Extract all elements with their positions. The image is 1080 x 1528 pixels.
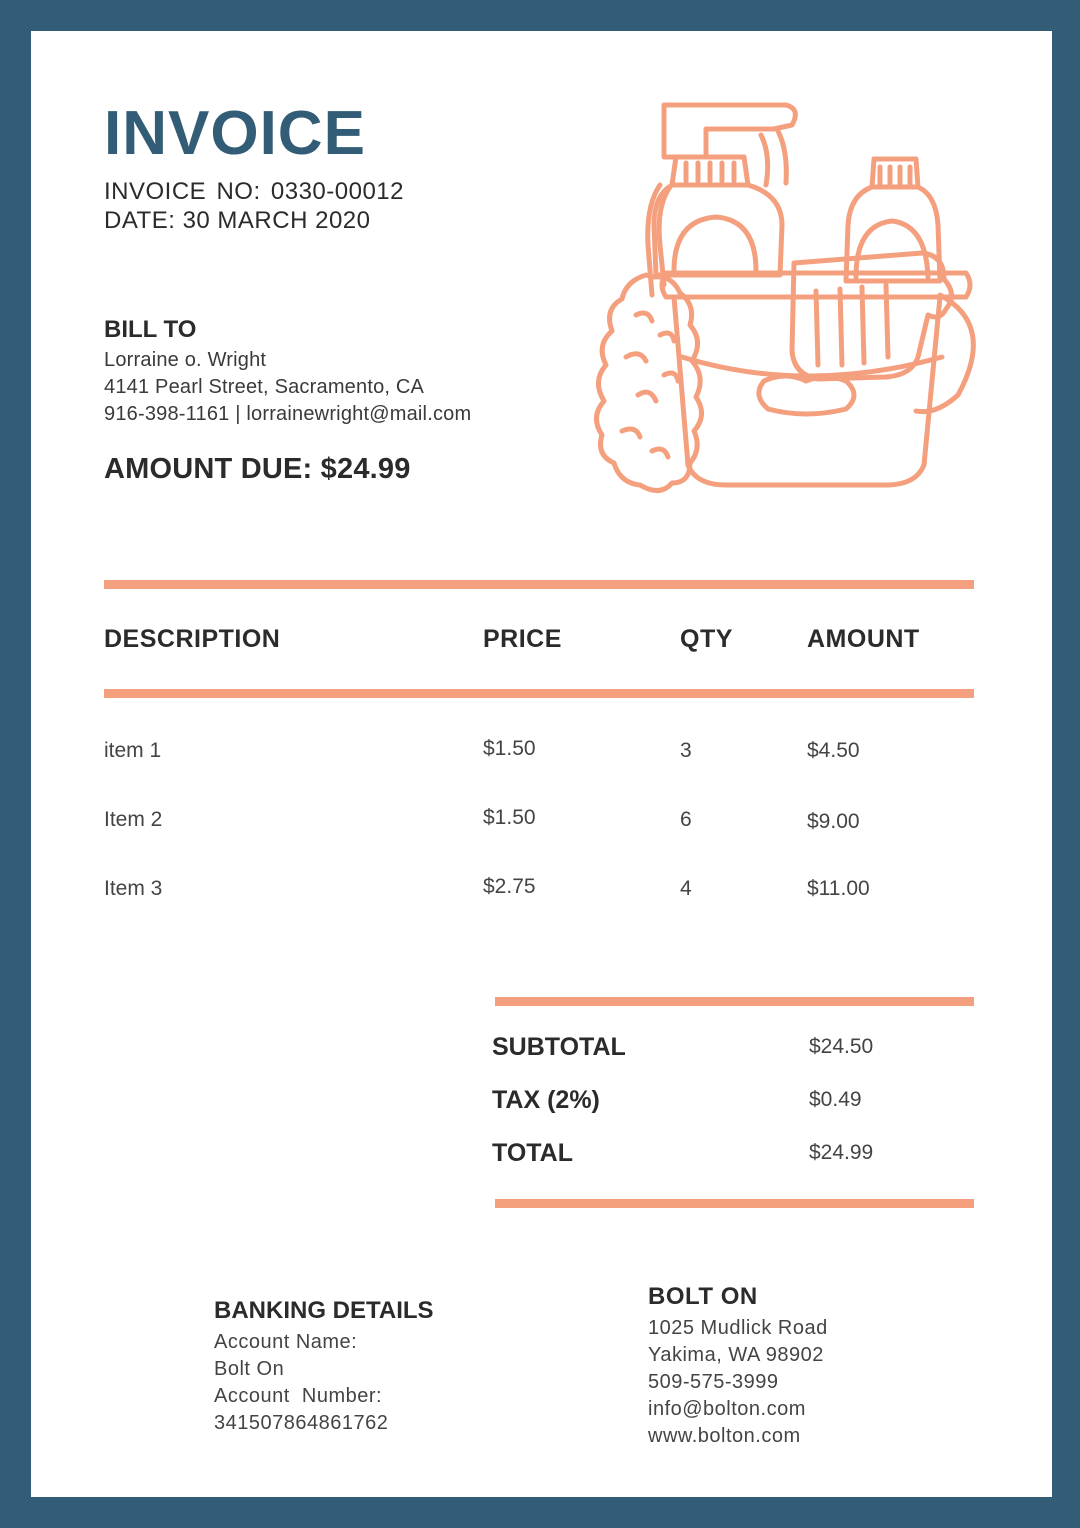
cleaning-bucket-icon [556,95,996,495]
invoice-number-date: INVOICE NO: 0330-00012 DATE: 30 MARCH 2020 [104,178,404,234]
row-description: item 1 [104,739,162,762]
company-line: 1025 Mudlick Road [648,1317,828,1339]
row-amount: $11.00 [807,877,870,900]
banking-line: Account Name: [214,1331,358,1353]
company-website[interactable]: www.bolton.com [648,1425,801,1447]
tax-label: TAX (2%) [492,1086,600,1114]
table-header-rule [104,689,974,698]
tax-value: $0.49 [809,1088,862,1111]
column-header-qty: QTY [680,625,733,653]
banking-line: Bolt On [214,1358,285,1380]
subtotal-value: $24.50 [809,1035,874,1058]
totals-bottom-rule [495,1199,974,1208]
invoice-page [31,31,1052,1497]
company-heading: BOLT ON [648,1283,758,1310]
banking-line: 341507864861762 [214,1412,389,1434]
amount-due [104,453,411,486]
row-price: $2.75 [483,875,536,898]
company-line: Yakima, WA 98902 [648,1344,824,1366]
row-description: Item 3 [104,877,163,900]
totals-top-rule [495,997,974,1006]
total-label: TOTAL [492,1139,574,1167]
column-header-price: PRICE [483,625,562,653]
subtotal-label: SUBTOTAL [492,1033,626,1061]
total-value: $24.99 [809,1141,874,1164]
column-header-amount: AMOUNT [807,625,920,653]
bill-to-heading: BILL TO [104,316,197,343]
amount-due-value: $24.99 [320,453,411,485]
bill-to-address: 4141 Pearl Street, Sacramento, CA [104,376,425,398]
row-amount: $4.50 [807,739,860,762]
banking-heading: BANKING DETAILS [214,1297,434,1324]
row-qty: 3 [680,739,692,762]
banking-line: Account Number: [214,1385,383,1407]
row-description: Item 2 [104,808,163,831]
company-line: 509-575-3999 [648,1371,779,1393]
bill-to-name: Lorraine o. Wright [104,349,267,371]
bill-to-contact: 916-398-1161 | lorrainewright@mail.com [104,403,472,425]
company-email[interactable]: info@bolton.com [648,1398,806,1420]
row-qty: 6 [680,808,692,831]
invoice-title: INVOICE [104,99,366,168]
table-top-rule [104,580,974,589]
row-amount: $9.00 [807,810,860,833]
row-qty: 4 [680,877,692,900]
amount-due-label: AMOUNT DUE: [104,453,313,485]
row-price: $1.50 [483,737,536,760]
row-price: $1.50 [483,806,536,829]
column-header-description: DESCRIPTION [104,625,281,653]
